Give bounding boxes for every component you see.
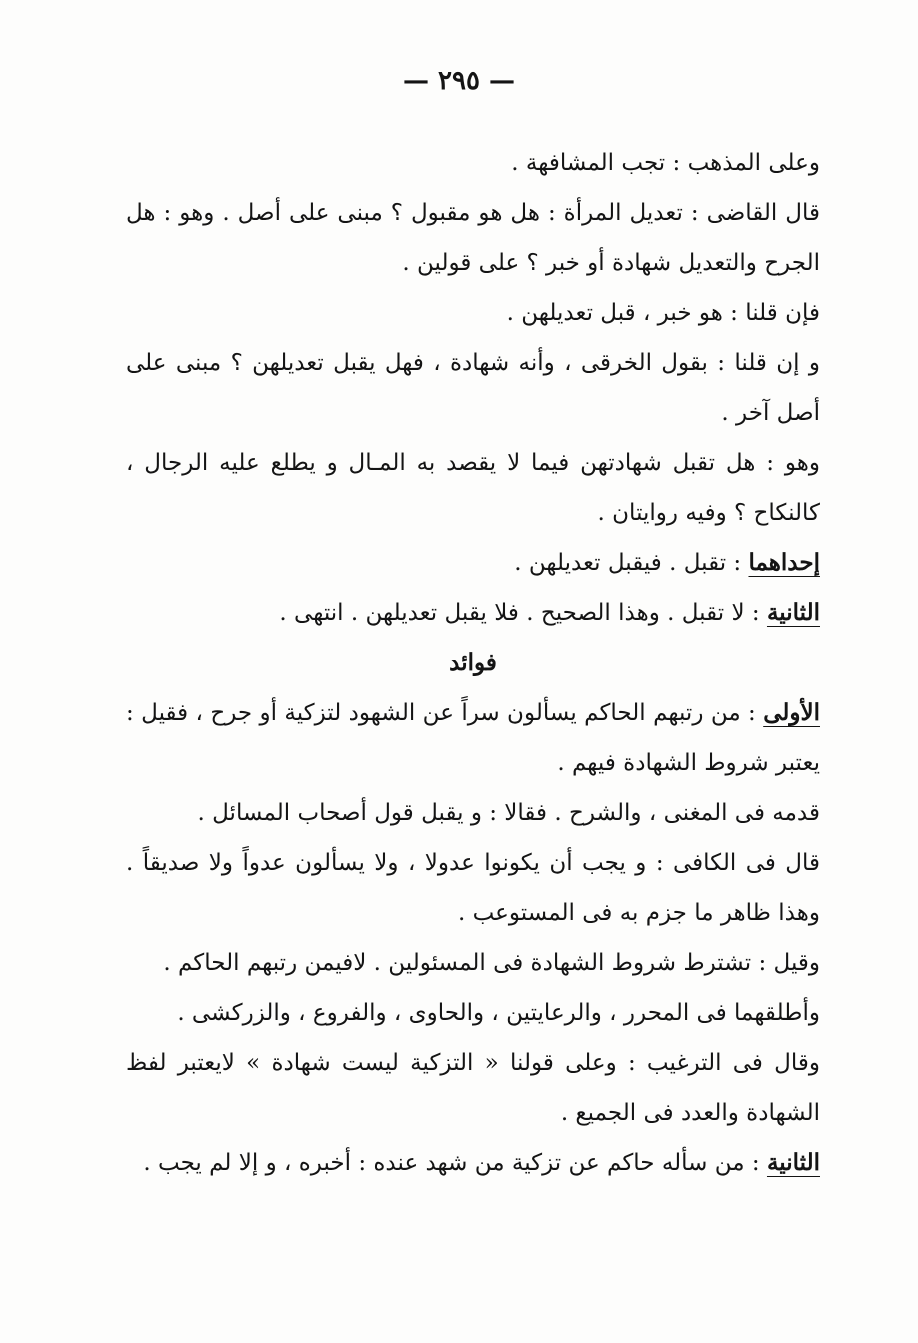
paragraph-lead: الثانية: [766, 1149, 820, 1176]
paragraph: [126, 588, 820, 638]
paragraph-text: : تقبل . فيقبل تعديلهن .: [514, 550, 749, 576]
paragraph-text: قال فى الكافى : و يجب أن يكونوا عدولا ، ولا يسألون عدواً ولا صديقاً . وهذا ظاهر ما جزم به فى المستوعب .: [126, 850, 820, 926]
page-number: — ٢٩٥ —: [402, 66, 516, 96]
paragraph-text: فإن قلنا : هو خبر ، قبل تعديلهن .: [506, 300, 820, 326]
paragraph: [126, 1138, 820, 1188]
body-text: [126, 138, 820, 1188]
paragraph: [126, 788, 820, 838]
paragraph-text: و إن قلنا : بقول الخرقى ، وأنه شهادة ، فهل يقبل تعديلهن ؟ مبنى على أصل آخر .: [126, 350, 820, 426]
paragraph: [126, 938, 820, 988]
paragraph-text: قال القاضى : تعديل المرأة : هل هو مقبول ؟ مبنى على أصل . وهو : هل الجرح والتعديل شهادة أو خبر ؟ على قولين .: [126, 200, 820, 276]
paragraph-text: وعلى المذهب : تجب المشافهة .: [511, 150, 820, 176]
paragraph: [126, 538, 820, 588]
paragraph-text: قدمه فى المغنى ، والشرح . فقالا : و يقبل قول أصحاب المسائل .: [197, 800, 820, 826]
paragraph-text: : لا تقبل . وهذا الصحيح . فلا يقبل تعديلهن . انتهى .: [279, 600, 767, 626]
paragraph-text: : من رتبهم الحاكم يسألون سراً عن الشهود لتزكية أو جرح ، فقيل : يعتبر شروط الشهادة فيهم .: [126, 700, 820, 776]
paragraph: [126, 838, 820, 938]
paragraph: [126, 338, 820, 438]
paragraph-lead: الثانية: [766, 599, 820, 626]
paragraph-lead: الأولى: [763, 699, 820, 726]
paragraph-lead: إحداهما: [748, 549, 820, 576]
paragraph-text: وهو : هل تقبل شهادتهن فيما لا يقصد به المـال و يطلع عليه الرجال ، كالنكاح ؟ وفيه روايتان .: [126, 450, 820, 526]
paragraph: [126, 1038, 820, 1138]
section-heading: فوائد: [449, 649, 497, 676]
paragraph-text: وأطلقهما فى المحرر ، والرعايتين ، والحاوى ، والفروع ، والزركشى .: [177, 1000, 820, 1026]
paragraph: [126, 988, 820, 1038]
paragraph-text: وقيل : تشترط شروط الشهادة فى المسئولين . لافيمن رتبهم الحاكم .: [163, 950, 820, 976]
paragraph: [126, 188, 820, 288]
paragraph-text: وقال فى الترغيب : وعلى قولنا « التزكية ليست شهادة » لايعتبر لفظ الشهادة والعدد فى الجميع .: [126, 1050, 820, 1126]
paragraph: [126, 688, 820, 788]
paragraph: [126, 138, 820, 188]
paragraph-text: : من سأله حاكم عن تزكية من شهد عنده : أخبره ، و إلا لم يجب .: [143, 1150, 767, 1176]
paragraph: [126, 438, 820, 538]
paragraph: [126, 288, 820, 338]
